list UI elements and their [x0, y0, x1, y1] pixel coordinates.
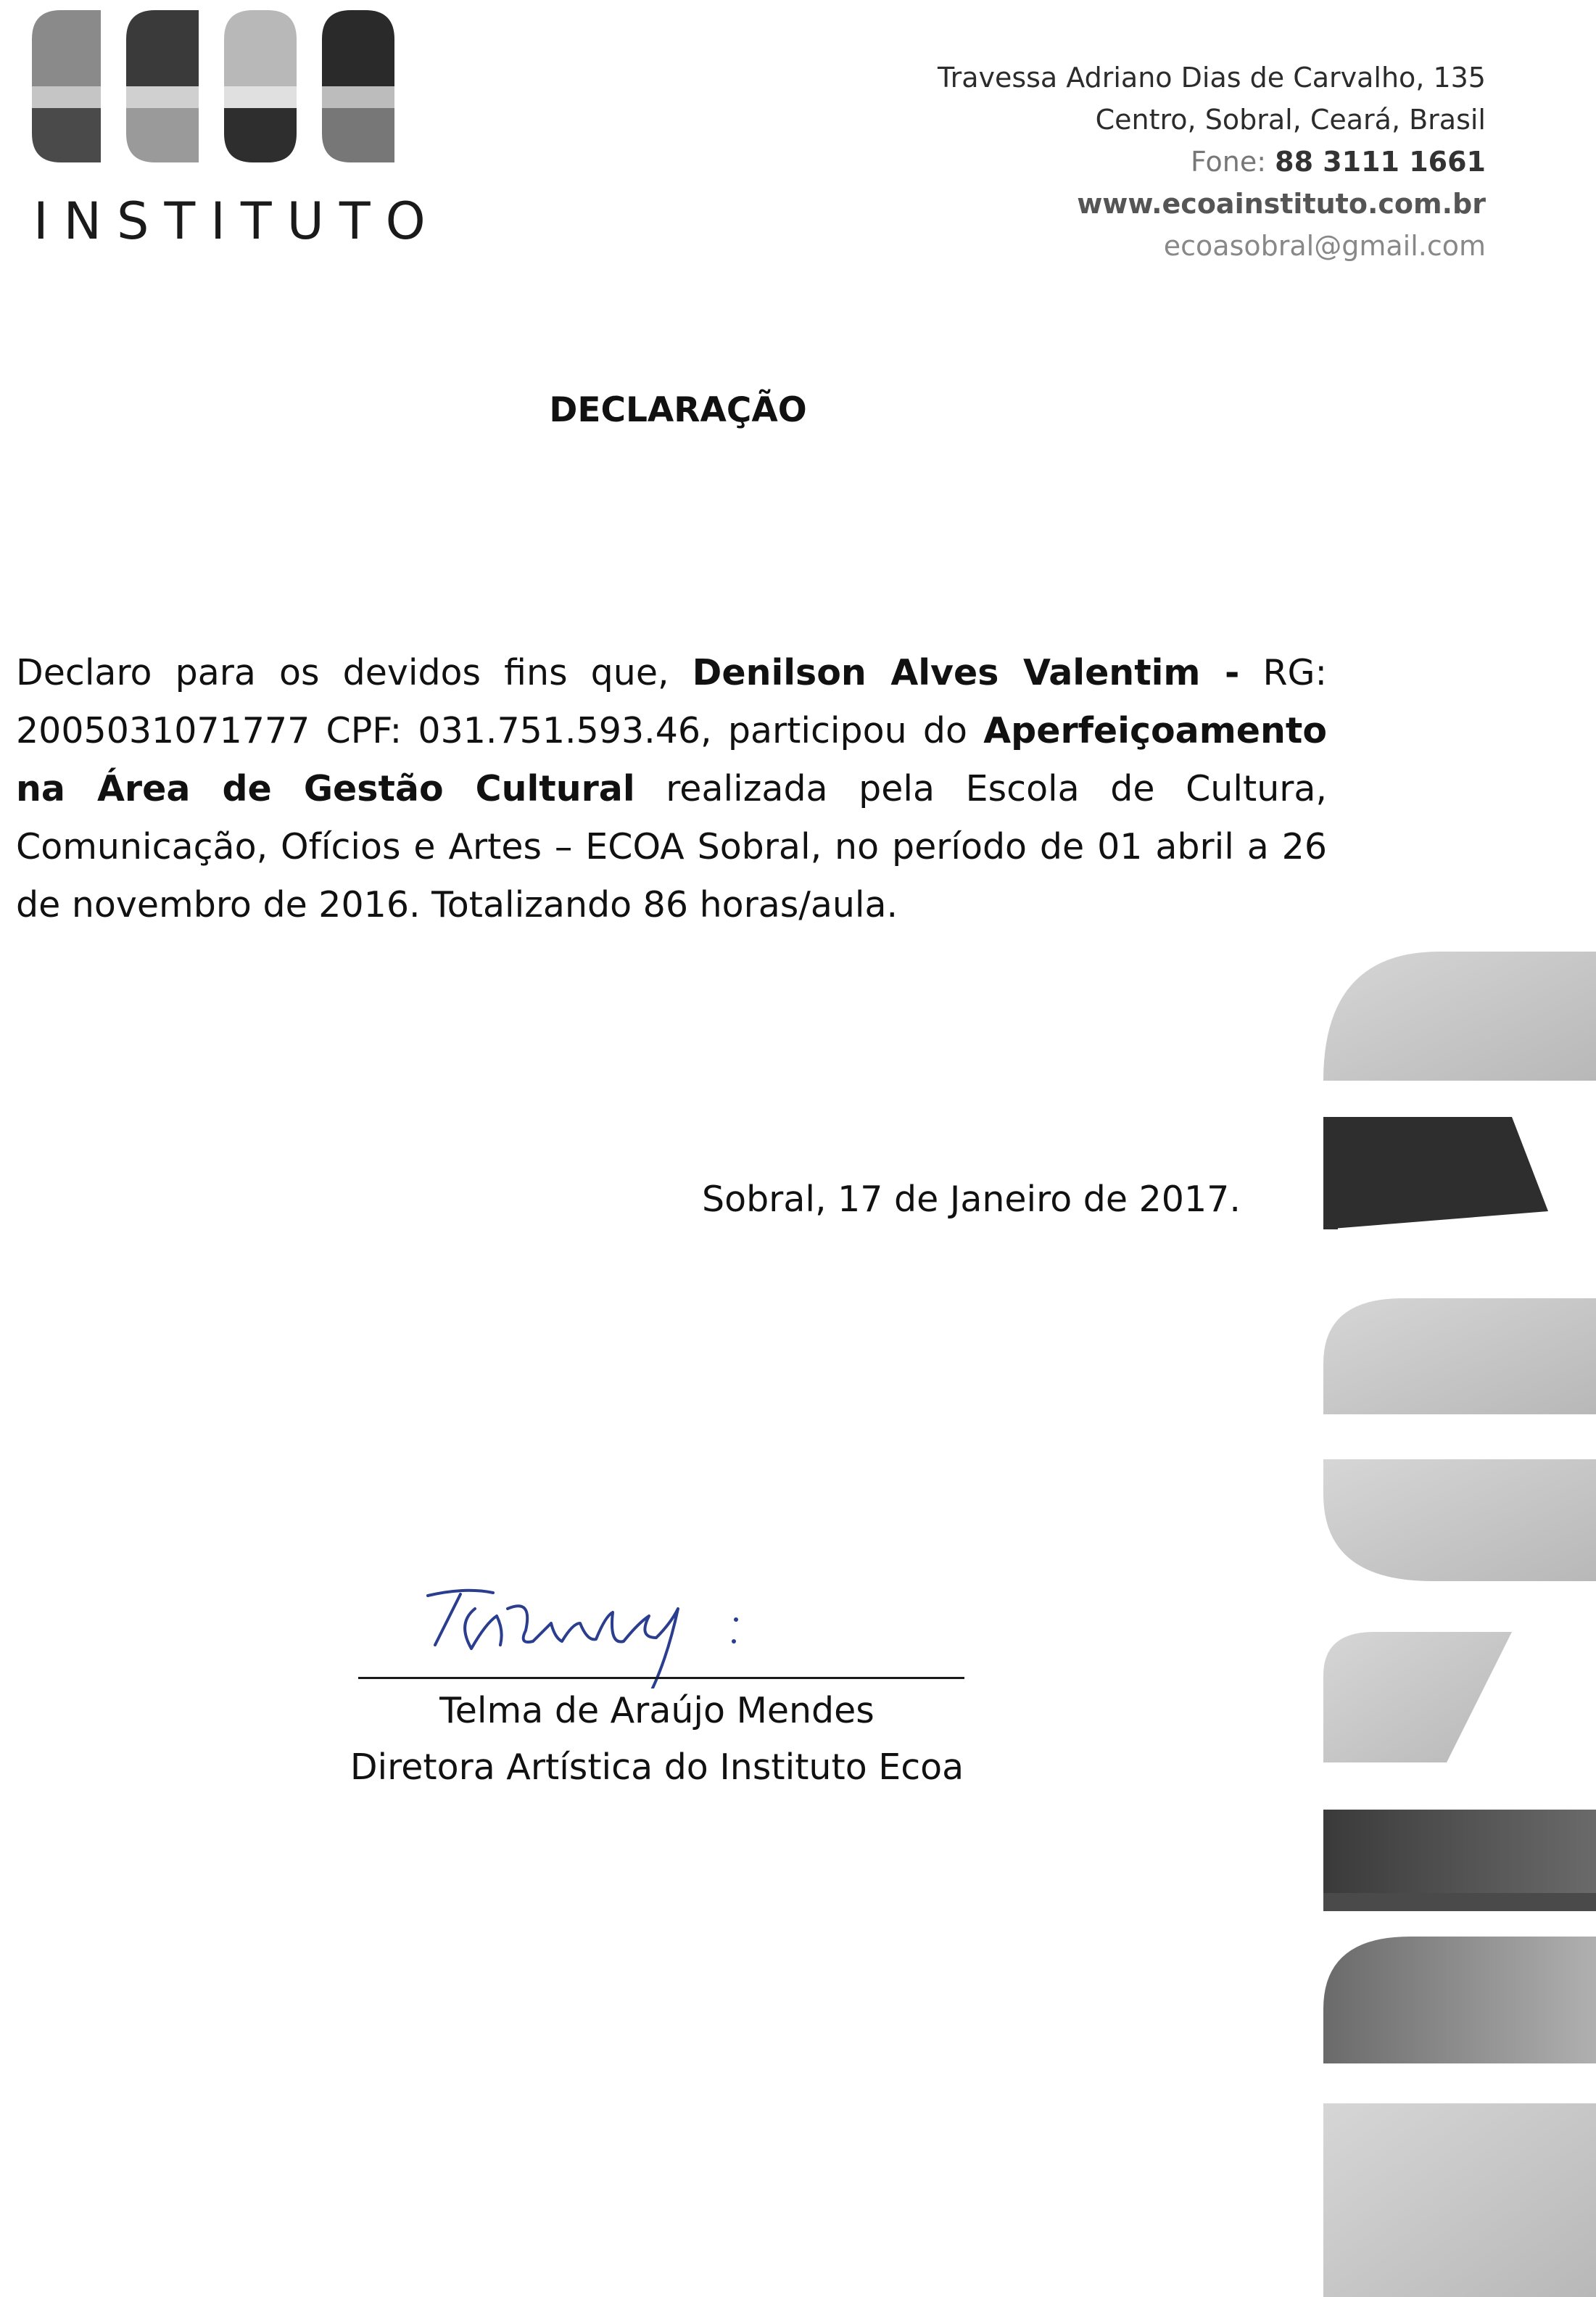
handwritten-signature	[406, 1580, 769, 1688]
signer-name: Telma de Araújo Mendes	[439, 1690, 875, 1731]
phone-label: Fone:	[1191, 146, 1275, 178]
person-name: Denilson Alves Valentim -	[692, 652, 1240, 693]
paragraph-intro: Declaro para os devidos fins que,	[16, 652, 692, 693]
signature-line	[358, 1677, 964, 1679]
decorative-side-shapes	[1323, 943, 1596, 2297]
address-line-2: Centro, Sobral, Ceará, Brasil	[1095, 104, 1486, 136]
course-name: Aperfeiçoamento na Área de Gestão Cultural	[16, 710, 1327, 809]
id-numbers: RG: 2005031071777 CPF: 031.751.593.46, participou do	[16, 652, 1328, 751]
date-place: Sobral, 17 de Janeiro de 2017.	[702, 1179, 1241, 1220]
phone-line	[938, 141, 1486, 183]
address-line-1: Travessa Adriano Dias de Carvalho, 135	[937, 62, 1486, 94]
contact-info	[938, 57, 1486, 267]
document-title: DECLARAÇÃO	[549, 390, 807, 430]
institute-logo	[32, 10, 441, 251]
email-link[interactable]: ecoasobral@gmail.com	[1163, 230, 1486, 262]
signer-role: Diretora Artística do Instituto Ecoa	[350, 1747, 964, 1788]
phone-number: 88 3111 1661	[1275, 146, 1486, 178]
logo-wordmark: INSTITUTO	[33, 191, 441, 251]
ecoa-logo-mark-icon	[32, 10, 394, 162]
website-link[interactable]: www.ecoainstituto.com.br	[1077, 188, 1486, 220]
paragraph-rest: realizada pela Escola de Cultura, Comunicação, Ofícios e Artes – ECOA Sobral, no período de 01 abril a 26 de novembro de 2016. Totalizando 86 horas/aula.	[16, 768, 1327, 925]
declaration-paragraph	[16, 644, 1327, 934]
